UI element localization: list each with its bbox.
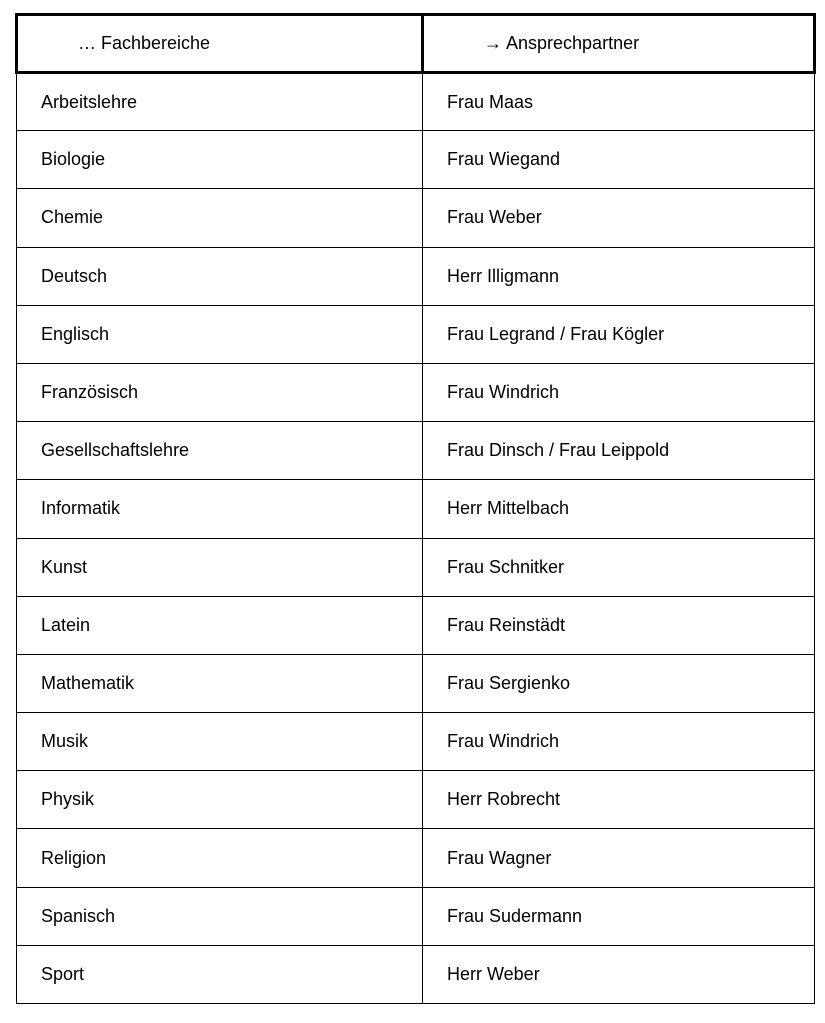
fach-cell: Spanisch (17, 887, 423, 945)
header-fachbereiche-label: … Fachbereiche (78, 33, 211, 53)
kontakt-cell: Herr Illigmann (423, 247, 815, 305)
kontakt-cell: Herr Robrecht (423, 771, 815, 829)
fach-cell: Arbeitslehre (17, 73, 423, 131)
table-row (17, 131, 815, 189)
table-row (17, 771, 815, 829)
kontakt-cell: Frau Sergienko (423, 654, 815, 712)
table-row (17, 887, 815, 945)
fach-cell: Englisch (17, 305, 423, 363)
kontakt-cell: Herr Weber (423, 945, 815, 1003)
header-ansprechpartner-label: → Ansprechpartner (484, 33, 640, 53)
table-row (17, 596, 815, 654)
kontakt-cell: Frau Dinsch / Frau Leippold (423, 422, 815, 480)
table-row (17, 305, 815, 363)
table-row (17, 189, 815, 247)
fach-cell: Deutsch (17, 247, 423, 305)
fach-cell: Kunst (17, 538, 423, 596)
fach-cell: Französisch (17, 363, 423, 421)
fach-cell: Musik (17, 713, 423, 771)
header-ansprechpartner (423, 15, 815, 73)
table-row (17, 829, 815, 887)
fach-cell: Biologie (17, 131, 423, 189)
fach-cell: Physik (17, 771, 423, 829)
kontakt-cell: Frau Windrich (423, 713, 815, 771)
contacts-table (15, 13, 816, 1004)
fach-cell: Latein (17, 596, 423, 654)
kontakt-cell: Frau Reinstädt (423, 596, 815, 654)
kontakt-cell: Frau Weber (423, 189, 815, 247)
kontakt-cell: Frau Maas (423, 73, 815, 131)
kontakt-cell: Frau Wiegand (423, 131, 815, 189)
table-row (17, 422, 815, 480)
fach-cell: Gesellschaftslehre (17, 422, 423, 480)
fach-cell: Chemie (17, 189, 423, 247)
fach-cell: Religion (17, 829, 423, 887)
table-row (17, 654, 815, 712)
kontakt-cell: Frau Sudermann (423, 887, 815, 945)
kontakt-cell: Frau Windrich (423, 363, 815, 421)
kontakt-cell: Herr Mittelbach (423, 480, 815, 538)
table-row (17, 713, 815, 771)
header-fachbereiche (17, 15, 423, 73)
table-header-row (17, 15, 815, 73)
kontakt-cell: Frau Legrand / Frau Kögler (423, 305, 815, 363)
table-row (17, 363, 815, 421)
kontakt-cell: Frau Wagner (423, 829, 815, 887)
fach-cell: Mathematik (17, 654, 423, 712)
kontakt-cell: Frau Schnitker (423, 538, 815, 596)
fach-cell: Informatik (17, 480, 423, 538)
table-row (17, 247, 815, 305)
table-row (17, 480, 815, 538)
fach-cell: Sport (17, 945, 423, 1003)
table-row (17, 945, 815, 1003)
table-row (17, 73, 815, 131)
table-row (17, 538, 815, 596)
